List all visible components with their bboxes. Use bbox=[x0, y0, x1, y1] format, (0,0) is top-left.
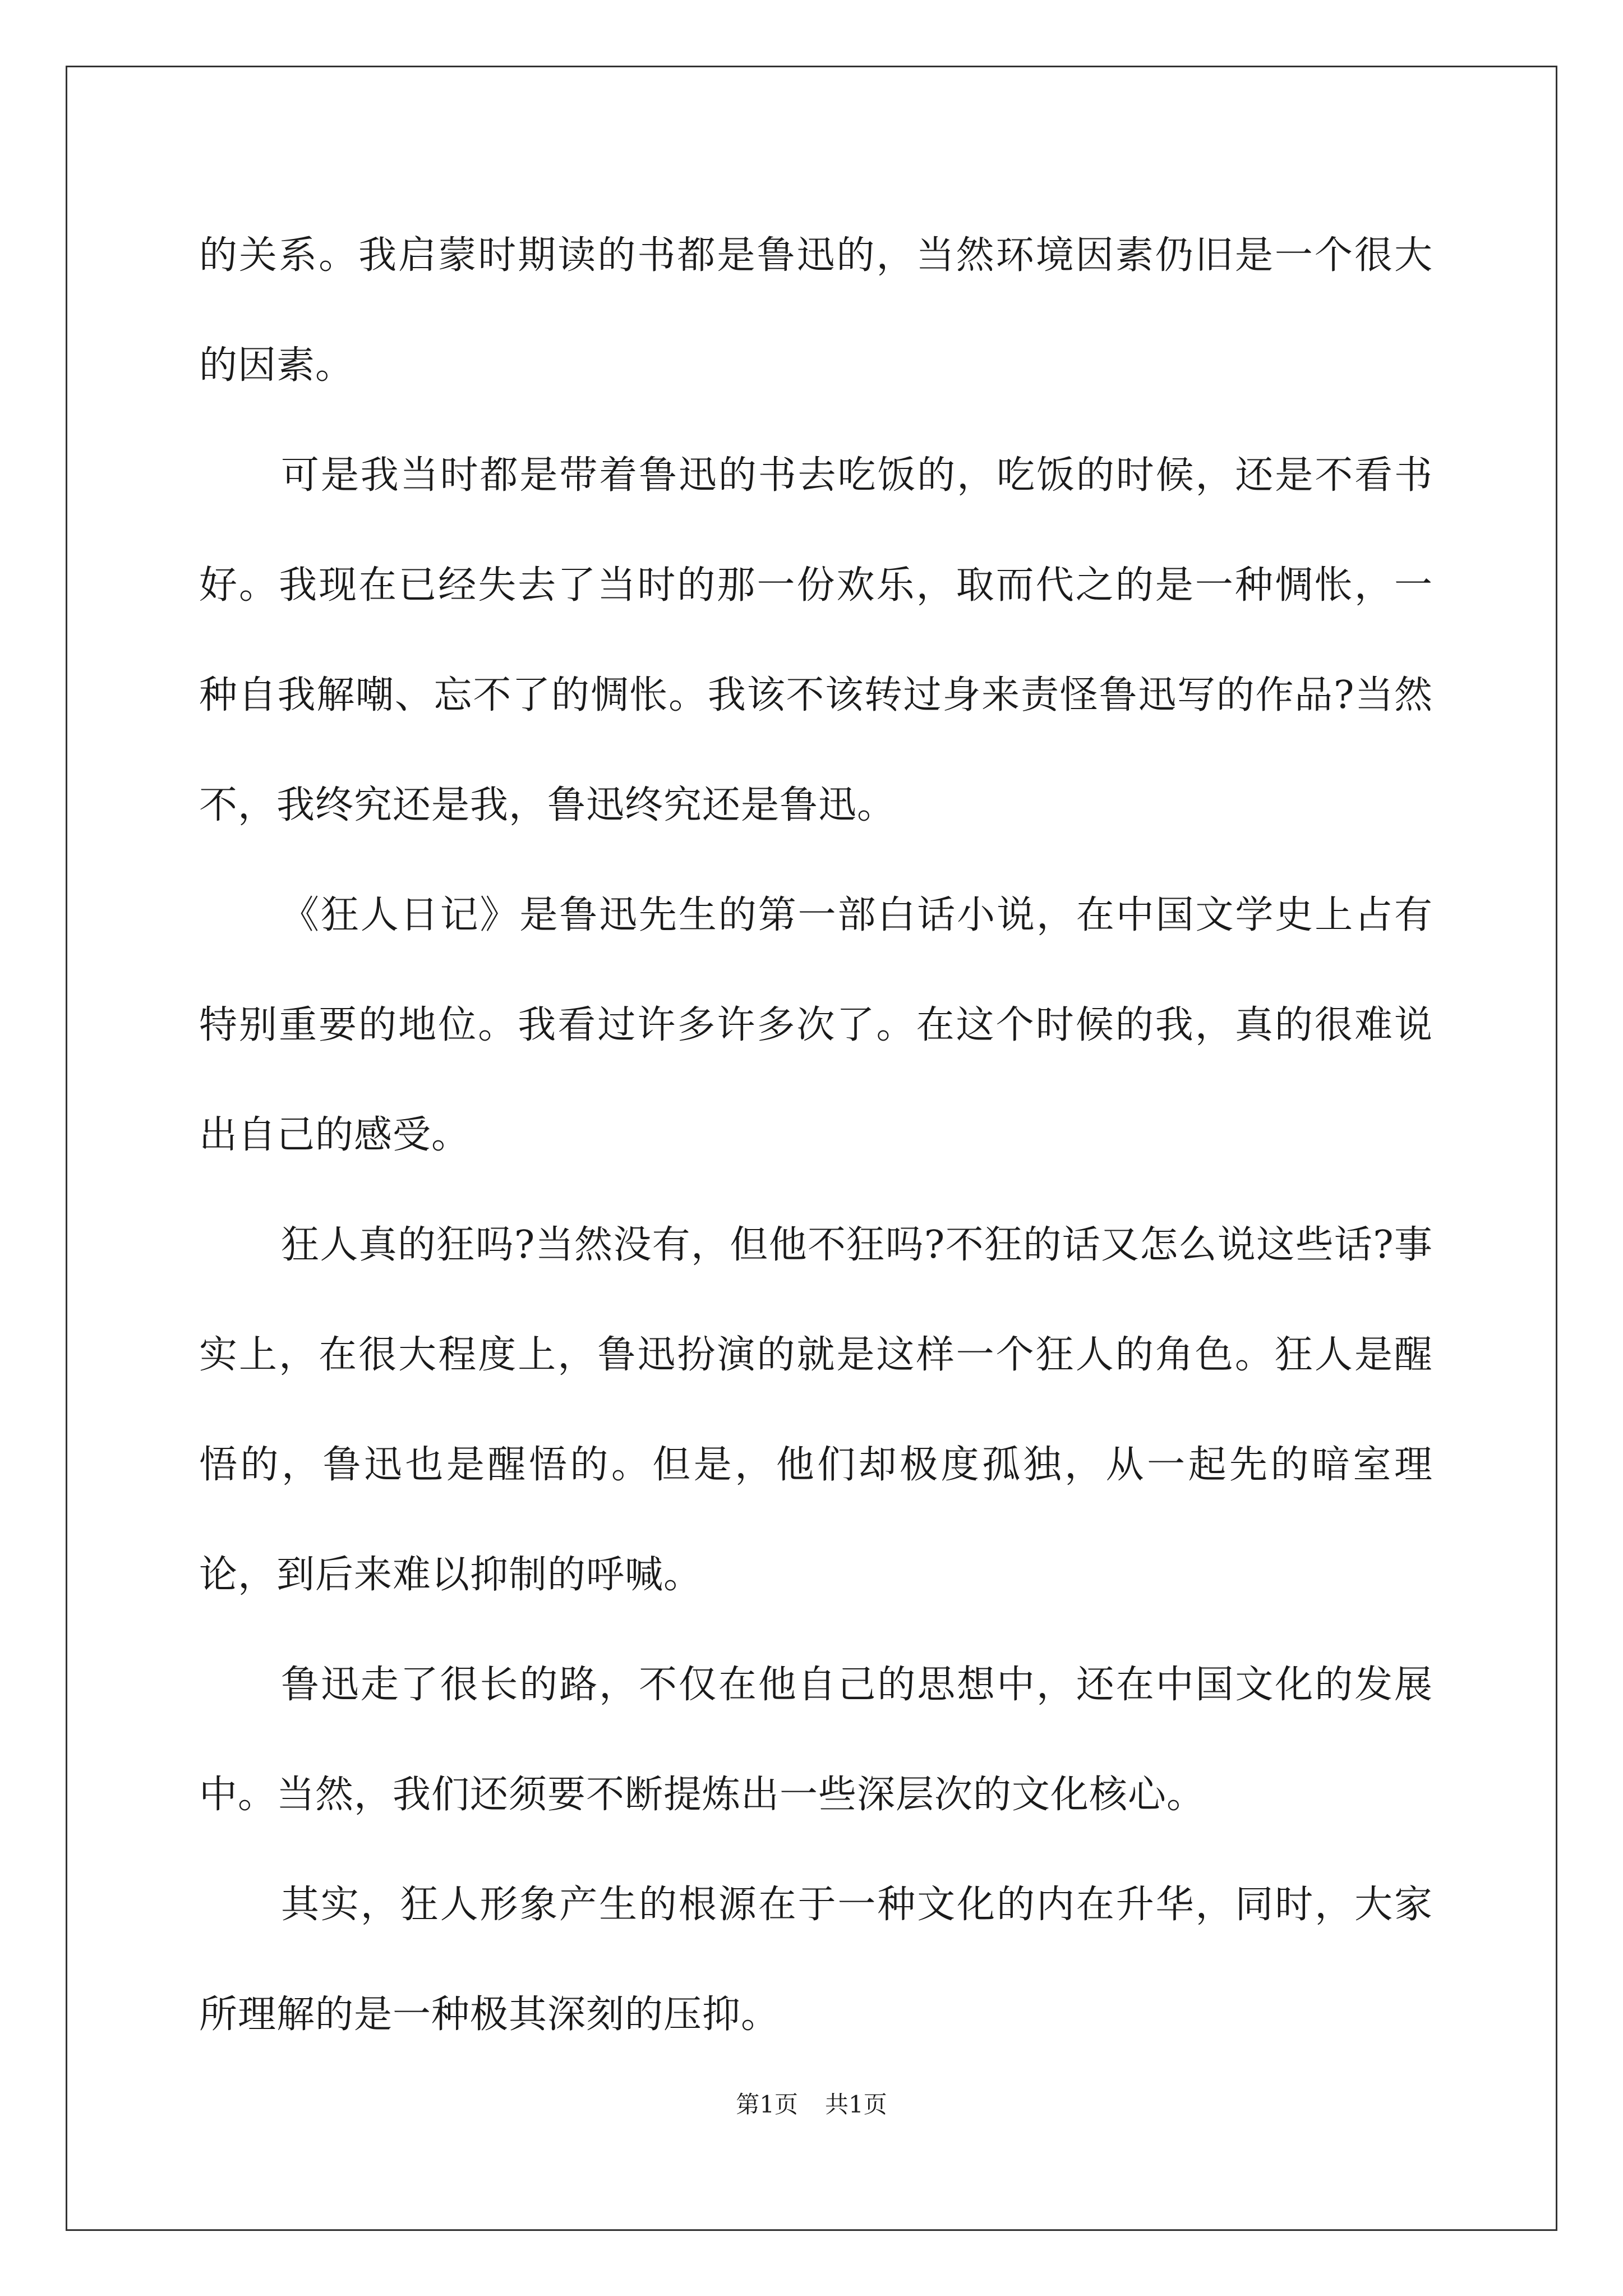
paragraph-3: 《狂人日记》是鲁迅先生的第一部白话小说，在中国文学史上占有特别重要的地位。我看过许多许多次了。在这个时候的我，真的很难说出自己的感受。 bbox=[199, 893, 1433, 1157]
paragraph-6: 其实，狂人形象产生的根源在于一种文化的内在升华，同时，大家所理解的是一种极其深刻的压抑。 bbox=[199, 1883, 1433, 2037]
paragraph-1: 的关系。我启蒙时期读的书都是鲁迅的，当然环境因素仍旧是一个很大的因素。 bbox=[199, 233, 1433, 388]
paragraph-2: 可是我当时都是带着鲁迅的书去吃饭的，吃饭的时候，还是不看书好。我现在已经失去了当时的那一份欢乐，取而代之的是一种惆怅，一种自我解嘲、忘不了的惆怅。我该不该转过身来责怪鲁迅写的作品?当然不，我终究还是我，鲁迅终究还是鲁迅。 bbox=[199, 453, 1433, 827]
page-number: 第1页 bbox=[736, 2091, 798, 2118]
paragraph-5: 鲁迅走了很长的路，不仅在他自己的思想中，还在中国文化的发展中。当然，我们还须要不断提炼出一些深层次的文化核心。 bbox=[199, 1663, 1433, 1817]
paragraph-4: 狂人真的狂吗?当然没有，但他不狂吗?不狂的话又怎么说这些话?事实上，在很大程度上，鲁迅扮演的就是这样一个狂人的角色。狂人是醒悟的，鲁迅也是醒悟的。但是，他们却极度孤独，从一起先的暗室理论，到后来难以抑制的呼喊。 bbox=[199, 1223, 1433, 1597]
document-body bbox=[199, 201, 1433, 2070]
page-footer bbox=[0, 2088, 1623, 2122]
total-pages: 共1页 bbox=[825, 2091, 887, 2118]
